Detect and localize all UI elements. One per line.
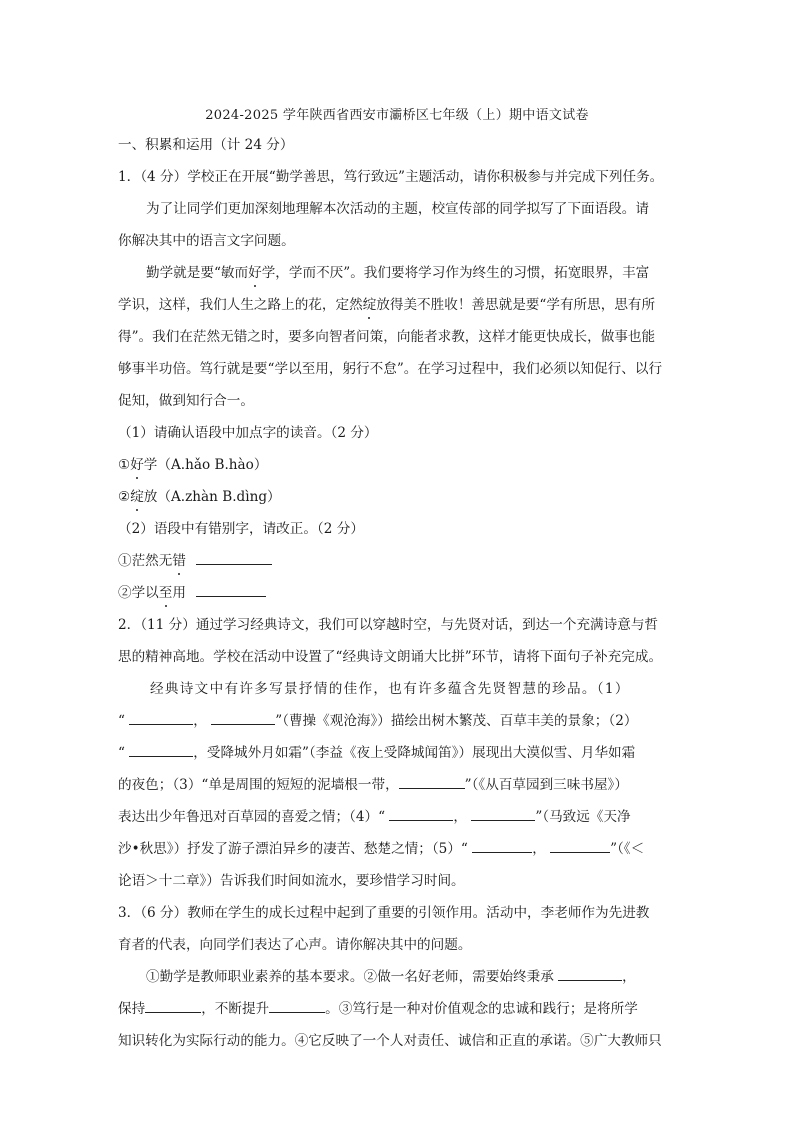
- q2-line5: “ ，受降城外月如霜”（李益《夜上受降城闻笛》）展现出大漠似雪、月华如霜: [118, 745, 636, 761]
- q2-line1: 2．（11 分）通过学习经典诗文，我们可以穿越时空，与先贤对话，到达一个充满诗意与哲: [118, 617, 659, 633]
- dotted-char: 至: [158, 585, 173, 601]
- q2-line7: 表达出少年鲁迅对百草园的喜爱之情；（4）“ ， ”（马致远《天净: [118, 809, 631, 825]
- answer-blank[interactable]: [399, 776, 465, 789]
- q1-intro: 1．（4 分）学校正在开展“勤学善思，笃行致远”主题活动，请你积极参与并完成下列任务。: [118, 169, 664, 185]
- q1-sub1: （1）请确认语段中加点字的读音。（2 分）: [118, 425, 378, 441]
- dotted-char: 错: [172, 553, 186, 569]
- answer-blank[interactable]: [558, 968, 622, 981]
- q1-desc-line2: 你解决其中的语言文字问题。: [118, 233, 295, 249]
- answer-blank[interactable]: [389, 808, 453, 821]
- answer-blank[interactable]: [472, 840, 532, 853]
- q1-sub2-item-a: ①茫然无错: [118, 551, 688, 571]
- q2-line9: 论语＞十二章》）告诉我们时间如流水，要珍惜学习时间。: [118, 873, 465, 889]
- q1-passage-line2: 学识，这样，我们人生之路上的花，定然绽放得美不胜收！善思就是要“学有所思，思有所: [118, 297, 656, 313]
- q3-line4: 保持 ，不断提升 。③笃行是一种对价值观念的忠诚和践行；是将所学: [118, 1001, 638, 1017]
- dotted-char: 绽: [130, 489, 144, 505]
- dotted-char: 好: [130, 457, 144, 473]
- q3-line3: ①勤学是教师职业素养的基本要求。②做一名好老师，需要始终秉承 ，: [146, 969, 636, 985]
- q1-sub1-option-a: ①好学（A.hǎo B.hào）: [118, 457, 268, 473]
- q2-line8: 沙•秋思》）抒发了游子漂泊异乡的凄苦、愁楚之情；（5）“ ， ”（《＜: [118, 841, 645, 857]
- answer-blank[interactable]: [550, 840, 610, 853]
- q3-line1: 3．（6 分）教师在学生的成长过程中起到了重要的引领作用。活动中，李老师作为先进教: [118, 905, 650, 921]
- q1-passage-line3: 得”。我们在茫然无错之时，要多向智者问策，向能者求教，这样才能更快成长，做事也能: [118, 329, 656, 345]
- q1-passage-line4: 够事半功倍。笃行就是要“学以至用，躬行不怠”。在学习过程中，我们必须以知促行、以行: [118, 361, 663, 377]
- q1-sub1-option-b: ②绽放（A.zhàn B.dìng）: [118, 489, 281, 505]
- q1-sub2-item-b: ②学以至用: [118, 583, 688, 603]
- exam-title: 2024-2025 学年陕西省西安市灞桥区七年级（上）期中语文试卷: [205, 108, 589, 123]
- answer-blank[interactable]: [269, 1000, 325, 1013]
- q1-sub2: （2）语段中有错别字，请改正。（2 分）: [118, 521, 364, 537]
- dotted-char: 好: [248, 265, 262, 281]
- answer-blank[interactable]: [129, 744, 193, 757]
- q3-line2: 育者的代表，向同学们表达了心声。请你解决其中的问题。: [118, 937, 472, 953]
- answer-blank[interactable]: [211, 712, 275, 725]
- answer-blank[interactable]: [129, 712, 193, 725]
- answer-blank[interactable]: [471, 808, 535, 821]
- q2-line4: “ ， ”（曹操《观沧海》）描绘出树木繁茂、百草丰美的景象；（2）: [118, 713, 638, 729]
- q1-passage-line5: 促知，做到知行合一。: [118, 393, 254, 409]
- dotted-char: 绽: [362, 297, 377, 313]
- section-header: 一、积累和运用（计 24 分）: [118, 137, 294, 153]
- q2-line2: 思的精神高地。学校在活动中设置了“经典诗文朗诵大比拼”环节，请将下面句子补充完成。: [118, 649, 663, 665]
- q3-line5: 知识转化为实际行动的能力。④它反映了一个人对责任、诚信和正直的承诺。⑤广大教师只: [118, 1033, 662, 1049]
- q2-line6: 的夜色；（3）“单是周围的短短的泥墙根一带， ”（《从百草园到三味书屋》）: [118, 777, 628, 793]
- q2-line3: 经典诗文中有许多写景抒情的佳作，也有许多蕴含先贤智慧的珍品。（1）: [150, 681, 630, 697]
- q1-passage-line1: 勤学就是要“敏而好学，学而不厌”。我们要将学习作为终生的习惯，拓宽眼界，丰富: [146, 265, 650, 281]
- answer-blank[interactable]: [145, 1000, 201, 1013]
- answer-blank[interactable]: [196, 584, 266, 597]
- q1-desc-line1: 为了让同学们更加深刻地理解本次活动的主题，校宣传部的同学拟写了下面语段。请: [146, 201, 649, 217]
- answer-blank[interactable]: [196, 552, 272, 565]
